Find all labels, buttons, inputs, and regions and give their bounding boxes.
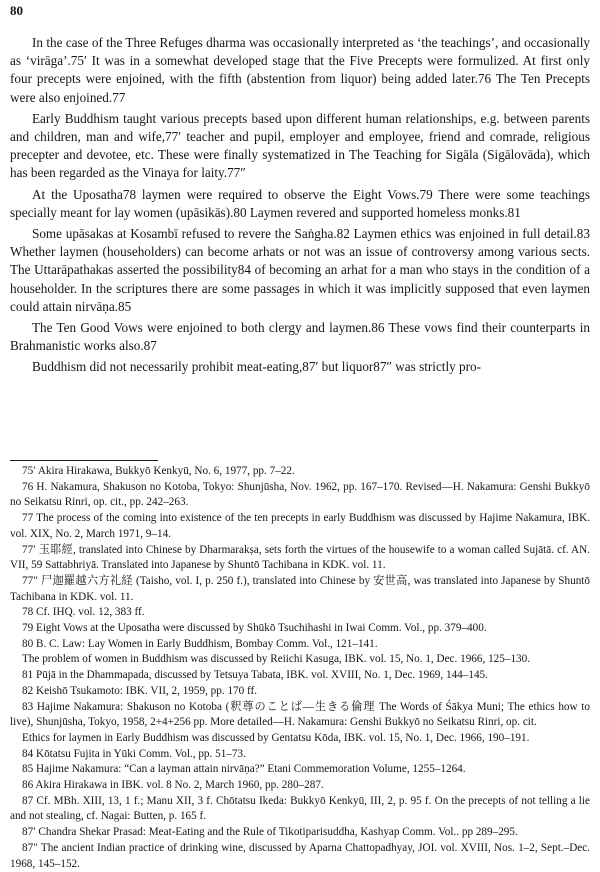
- body-paragraph: Early Buddhism taught various precepts based upon different human relationships, e.g. between parents and children, man and wife,77′ teacher and pupil, employer and employee, friend and comrade, religious precepter and devotee, etc. These were finally systematized in The Teaching for Sigāla (Sigālovāda), which has been regarded as the Vinaya for laity.77″: [10, 110, 590, 181]
- body-paragraph: The Ten Good Vows were enjoined to both clergy and laymen.86 These vows find their counterparts in Brahmanistic works also.87: [10, 320, 590, 354]
- main-text: [10, 34, 590, 377]
- footnote: 78 Cf. IHQ. vol. 12, 383 ff.: [22, 606, 145, 619]
- footnote: 83 Hajime Nakamura: Shakuson no Kotoba (釈尊のことば—生きる倫理 The Words of Śākya Muni; The ethics how to live), Shunjūsha, Tokyo, 1958, 2+4+256 pp. More detailed—H. Nakamura: Genshi Bukkyō no Seikatsu Rinri, op. cit.: [10, 700, 590, 729]
- footnote: 86 Akira Hirakawa in IBK. vol. 8 No. 2, March 1960, pp. 280–287.: [22, 779, 324, 792]
- footnote: 75′ Akira Hirakawa, Bukkyō Kenkyū, No. 6, 1977, pp. 7–22.: [22, 465, 295, 477]
- footnote: The problem of women in Buddhism was discussed by Reiichi Kasuga, IBK. vol. 15, No. 1, Dec. 1966, 125–130.: [22, 653, 531, 666]
- footnote: 77″ 尸迦羅越六方礼経 (Taisho, vol. I, p. 250 f.), translated into Chinese by 安世高, was translated into Japanese by Shuntō Tachibana in KDK. vol. 11.: [10, 574, 590, 603]
- footnote: 84 Kōtatsu Fujita in Yūki Comm. Vol., pp. 51–73.: [22, 747, 246, 760]
- footnote: 85 Hajime Nakamura: “Can a layman attain nirvāṇa?” Etani Commemoration Volume, 1255–1264.: [22, 763, 466, 776]
- footnote: 77 The process of the coming into existence of the ten precepts in early Buddhism was discussed by Hajime Nakamura, IBK. vol. XIX, No. 2, March 1971, 9–14.: [10, 512, 590, 540]
- body-paragraph: Buddhism did not necessarily prohibit meat-eating,87′ but liquor87″ was strictly pro-: [32, 359, 481, 375]
- footnote-divider: [10, 460, 158, 461]
- footnote: 80 B. C. Law: Lay Women in Early Buddhism, Bombay Comm. Vol., 121–141.: [22, 637, 378, 650]
- footnote: 82 Keishō Tsukamoto: IBK. VII, 2, 1959, pp. 170 ff.: [22, 684, 258, 697]
- footnote: 79 Eight Vows at the Uposatha were discussed by Shūkō Tsuchihashi in Iwai Comm. Vol., pp. 379–400.: [22, 622, 487, 635]
- footnote: Ethics for laymen in Early Buddhism was discussed by Gentatsu Kōda, IBK. vol. 15, No. 1, Dec. 1966, 190–191.: [22, 731, 530, 744]
- body-paragraph: At the Uposatha78 laymen were required to observe the Eight Vows.79 There were some teachings specially meant for lay women (upāsikās).80 Laymen revered and supported homeless monks.81: [10, 186, 590, 220]
- footnote: 76 H. Nakamura, Shakuson no Kotoba, Tokyo: Shunjūsha, Nov. 1962, pp. 167–170. Revised—H. Nakamura: Genshi Bukkyō no Seikatsu Rinri, op. cit., pp. 242–263.: [10, 480, 590, 509]
- footnote: 87 Cf. MBh. XIII, 13, 1 f.; Manu XII, 3 f. Chōtatsu Ikeda: Bukkyō Kenkyū, III, 2, p. 95 f. On the precepts of not telling a lie and not stealing, cf. Nagai: Butten, p. 165 f.: [10, 794, 590, 823]
- footnote: 77′ 玉耶經, translated into Chinese by Dharmarakṣa, sets forth the virtues of the housewife to a woman called Sujātā. cf. AN. VII, 59 Sattabhriyā. Translated into Japanese by Shuntō Tachibana in KDK. vol. 11.: [10, 543, 590, 572]
- footnote: 87″ The ancient Indian practice of drinking wine, discussed by Aparna Chattopadhyay, JOI. vol. XVIII, Nos. 1–2, Sept.–Dec. 1968, 145–152.: [10, 841, 590, 870]
- footnote: 81 Pūjā in the Dhammapada, discussed by Tetsuya Tabata, IBK. vol. XVIII, No. 1, Dec. 1969, 144–145.: [22, 669, 488, 682]
- footnote: 87′ Chandra Shekar Prasad: Meat-Eating and the Rule of Tikotiparisuddha, Kashyap Comm. Vol.. pp 289–295.: [22, 826, 518, 839]
- body-paragraph: Some upāsakas at Kosambī refused to revere the Saṅgha.82 Laymen ethics was enjoined in full detail.83 Whether laymen (householders) can become arhats or not was an issue of controversy among various sects. The Uttarāpathakas asserted the possibility84 of becoming an arhat for a man who stays in the condition of a householder. In the scriptures there are some passages in which it was implicitly supposed that even laymen could attain nirvāṇa.85: [10, 226, 590, 314]
- page-number: 80: [10, 3, 23, 18]
- body-paragraph: In the case of the Three Refuges dharma was occasionally interpreted as ‘the teachings’, and occasionally as ‘virāga’.75′ It was in a somewhat developed stage that the Five Precepts were formulized. At first only four precepts were enjoined, with the fifth (abstention from liquor) being added later.76 The Ten Precepts were also enjoined.77: [10, 35, 590, 105]
- footnotes: [10, 464, 590, 872]
